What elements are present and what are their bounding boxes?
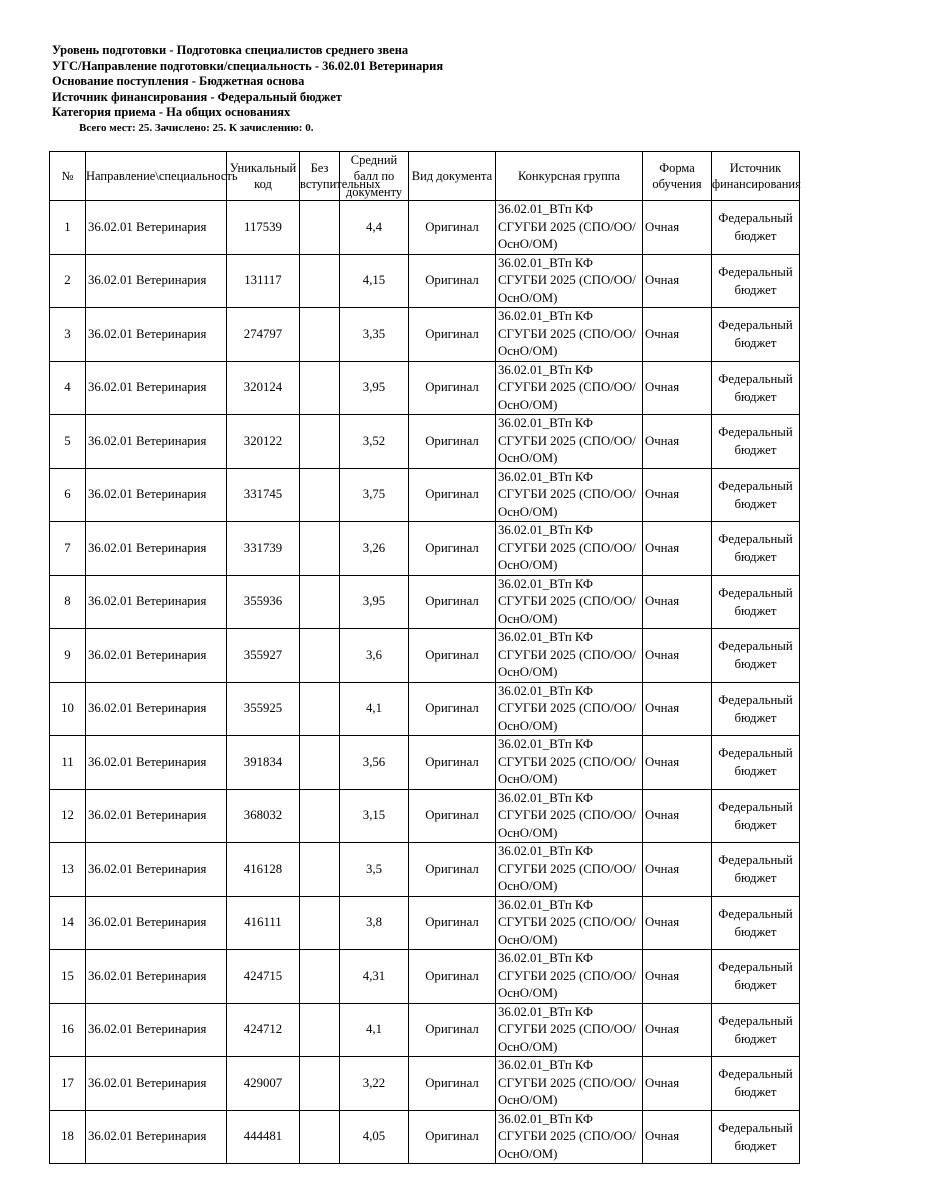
table-row	[50, 254, 800, 308]
row-form: Очная	[643, 254, 712, 308]
row-direction: 36.02.01 Ветеринария	[86, 736, 227, 790]
row-form: Очная	[643, 789, 712, 843]
col-header-form: Форма обучения	[643, 152, 712, 201]
row-form: Очная	[643, 682, 712, 736]
row-avg: 3,15	[340, 789, 409, 843]
row-num: 16	[50, 1003, 86, 1057]
funding-source: Источник финансирования - Федеральный бюджет	[52, 89, 342, 104]
row-group: 36.02.01_ВТп КФ СГУГБИ 2025 (СПО/ОО/ОснО/ОМ)	[496, 1110, 643, 1164]
row-form: Очная	[643, 201, 712, 255]
row-source: Федеральный бюджет	[712, 736, 800, 790]
row-code: 355927	[227, 629, 300, 683]
row-avg: 4,1	[340, 1003, 409, 1057]
table-row	[50, 1110, 800, 1164]
row-avg: 3,35	[340, 308, 409, 362]
row-no-exams	[300, 736, 340, 790]
row-doc: Оригинал	[409, 1110, 496, 1164]
col-header-group: Конкурсная группа	[496, 152, 643, 201]
row-source: Федеральный бюджет	[712, 361, 800, 415]
row-avg: 3,5	[340, 843, 409, 897]
row-no-exams	[300, 1110, 340, 1164]
row-num: 10	[50, 682, 86, 736]
row-source: Федеральный бюджет	[712, 468, 800, 522]
col-header-no-exams: Без вступительных	[300, 152, 340, 201]
row-code: 117539	[227, 201, 300, 255]
row-doc: Оригинал	[409, 361, 496, 415]
row-code: 331745	[227, 468, 300, 522]
col-header-avg: Средний балл по документу	[340, 152, 409, 201]
row-form: Очная	[643, 468, 712, 522]
row-doc: Оригинал	[409, 522, 496, 576]
row-form: Очная	[643, 575, 712, 629]
row-avg: 3,95	[340, 575, 409, 629]
row-num: 11	[50, 736, 86, 790]
row-doc: Оригинал	[409, 896, 496, 950]
row-avg: 3,22	[340, 1057, 409, 1111]
specialty-line: УГС/Направление подготовки/специальность - 36.02.01 Ветеринария	[52, 58, 444, 73]
table-row	[50, 575, 800, 629]
row-group: 36.02.01_ВТп КФ СГУГБИ 2025 (СПО/ОО/ОснО/ОМ)	[496, 1003, 643, 1057]
row-avg: 3,95	[340, 361, 409, 415]
row-direction: 36.02.01 Ветеринария	[86, 1057, 227, 1111]
row-direction: 36.02.01 Ветеринария	[86, 896, 227, 950]
row-group: 36.02.01_ВТп КФ СГУГБИ 2025 (СПО/ОО/ОснО/ОМ)	[496, 736, 643, 790]
row-doc: Оригинал	[409, 575, 496, 629]
row-code: 320122	[227, 415, 300, 469]
row-direction: 36.02.01 Ветеринария	[86, 308, 227, 362]
row-no-exams	[300, 468, 340, 522]
row-source: Федеральный бюджет	[712, 201, 800, 255]
row-direction: 36.02.01 Ветеринария	[86, 1003, 227, 1057]
table-row	[50, 522, 800, 576]
document-header	[52, 43, 443, 135]
row-doc: Оригинал	[409, 789, 496, 843]
row-no-exams	[300, 361, 340, 415]
row-form: Очная	[643, 1110, 712, 1164]
col-header-code: Уникальный код	[227, 152, 300, 201]
row-code: 320124	[227, 361, 300, 415]
row-form: Очная	[643, 843, 712, 897]
row-num: 14	[50, 896, 86, 950]
row-direction: 36.02.01 Ветеринария	[86, 468, 227, 522]
row-source: Федеральный бюджет	[712, 843, 800, 897]
row-source: Федеральный бюджет	[712, 682, 800, 736]
row-group: 36.02.01_ВТп КФ СГУГБИ 2025 (СПО/ОО/ОснО/ОМ)	[496, 575, 643, 629]
row-source: Федеральный бюджет	[712, 254, 800, 308]
row-avg: 4,31	[340, 950, 409, 1004]
row-group: 36.02.01_ВТп КФ СГУГБИ 2025 (СПО/ОО/ОснО/ОМ)	[496, 950, 643, 1004]
row-group: 36.02.01_ВТп КФ СГУГБИ 2025 (СПО/ОО/ОснО/ОМ)	[496, 896, 643, 950]
row-form: Очная	[643, 415, 712, 469]
row-num: 18	[50, 1110, 86, 1164]
row-direction: 36.02.01 Ветеринария	[86, 201, 227, 255]
row-num: 6	[50, 468, 86, 522]
row-direction: 36.02.01 Ветеринария	[86, 950, 227, 1004]
row-source: Федеральный бюджет	[712, 789, 800, 843]
row-doc: Оригинал	[409, 1057, 496, 1111]
row-form: Очная	[643, 361, 712, 415]
row-code: 416111	[227, 896, 300, 950]
row-direction: 36.02.01 Ветеринария	[86, 522, 227, 576]
training-level: Уровень подготовки - Подготовка специалистов среднего звена	[52, 43, 409, 57]
row-group: 36.02.01_ВТп КФ СГУГБИ 2025 (СПО/ОО/ОснО/ОМ)	[496, 1057, 643, 1111]
row-doc: Оригинал	[409, 950, 496, 1004]
col-header-num: №	[50, 152, 86, 201]
row-avg: 3,6	[340, 629, 409, 683]
table-header-row	[50, 152, 800, 201]
row-avg: 4,05	[340, 1110, 409, 1164]
row-group: 36.02.01_ВТп КФ СГУГБИ 2025 (СПО/ОО/ОснО/ОМ)	[496, 789, 643, 843]
row-no-exams	[300, 201, 340, 255]
row-num: 8	[50, 575, 86, 629]
row-num: 1	[50, 201, 86, 255]
row-direction: 36.02.01 Ветеринария	[86, 361, 227, 415]
col-header-direction: Направление\специальность	[86, 152, 227, 201]
row-source: Федеральный бюджет	[712, 896, 800, 950]
row-group: 36.02.01_ВТп КФ СГУГБИ 2025 (СПО/ОО/ОснО/ОМ)	[496, 254, 643, 308]
row-form: Очная	[643, 629, 712, 683]
row-source: Федеральный бюджет	[712, 950, 800, 1004]
row-num: 7	[50, 522, 86, 576]
row-direction: 36.02.01 Ветеринария	[86, 629, 227, 683]
row-group: 36.02.01_ВТп КФ СГУГБИ 2025 (СПО/ОО/ОснО/ОМ)	[496, 308, 643, 362]
row-direction: 36.02.01 Ветеринария	[86, 843, 227, 897]
row-avg: 3,56	[340, 736, 409, 790]
row-group: 36.02.01_ВТп КФ СГУГБИ 2025 (СПО/ОО/ОснО/ОМ)	[496, 468, 643, 522]
row-num: 9	[50, 629, 86, 683]
row-code: 424712	[227, 1003, 300, 1057]
row-doc: Оригинал	[409, 736, 496, 790]
row-code: 355936	[227, 575, 300, 629]
row-group: 36.02.01_ВТп КФ СГУГБИ 2025 (СПО/ОО/ОснО/ОМ)	[496, 415, 643, 469]
row-code: 274797	[227, 308, 300, 362]
row-source: Федеральный бюджет	[712, 415, 800, 469]
row-source: Федеральный бюджет	[712, 1110, 800, 1164]
row-num: 3	[50, 308, 86, 362]
row-doc: Оригинал	[409, 1003, 496, 1057]
row-no-exams	[300, 575, 340, 629]
table-row	[50, 789, 800, 843]
table-row	[50, 896, 800, 950]
table-row	[50, 682, 800, 736]
table-row	[50, 1057, 800, 1111]
row-avg: 4,15	[340, 254, 409, 308]
row-no-exams	[300, 843, 340, 897]
row-avg: 3,26	[340, 522, 409, 576]
row-doc: Оригинал	[409, 201, 496, 255]
row-doc: Оригинал	[409, 682, 496, 736]
row-direction: 36.02.01 Ветеринария	[86, 575, 227, 629]
row-num: 5	[50, 415, 86, 469]
row-form: Очная	[643, 736, 712, 790]
table-row	[50, 736, 800, 790]
row-form: Очная	[643, 950, 712, 1004]
row-group: 36.02.01_ВТп КФ СГУГБИ 2025 (СПО/ОО/ОснО/ОМ)	[496, 201, 643, 255]
row-no-exams	[300, 789, 340, 843]
row-avg: 4,1	[340, 682, 409, 736]
row-num: 13	[50, 843, 86, 897]
row-num: 4	[50, 361, 86, 415]
row-doc: Оригинал	[409, 415, 496, 469]
table-row	[50, 1003, 800, 1057]
row-avg: 3,52	[340, 415, 409, 469]
row-code: 391834	[227, 736, 300, 790]
row-num: 12	[50, 789, 86, 843]
table-row	[50, 629, 800, 683]
row-doc: Оригинал	[409, 254, 496, 308]
row-code: 355925	[227, 682, 300, 736]
row-no-exams	[300, 950, 340, 1004]
row-avg: 3,75	[340, 468, 409, 522]
row-form: Очная	[643, 308, 712, 362]
row-num: 15	[50, 950, 86, 1004]
col-header-doc: Вид документа	[409, 152, 496, 201]
row-direction: 36.02.01 Ветеринария	[86, 415, 227, 469]
row-form: Очная	[643, 1003, 712, 1057]
row-no-exams	[300, 254, 340, 308]
row-group: 36.02.01_ВТп КФ СГУГБИ 2025 (СПО/ОО/ОснО/ОМ)	[496, 682, 643, 736]
row-doc: Оригинал	[409, 308, 496, 362]
row-group: 36.02.01_ВТп КФ СГУГБИ 2025 (СПО/ОО/ОснО/ОМ)	[496, 361, 643, 415]
row-avg: 4,4	[340, 201, 409, 255]
row-source: Федеральный бюджет	[712, 1057, 800, 1111]
row-form: Очная	[643, 522, 712, 576]
row-code: 331739	[227, 522, 300, 576]
row-group: 36.02.01_ВТп КФ СГУГБИ 2025 (СПО/ОО/ОснО/ОМ)	[496, 629, 643, 683]
row-doc: Оригинал	[409, 843, 496, 897]
row-direction: 36.02.01 Ветеринария	[86, 1110, 227, 1164]
row-source: Федеральный бюджет	[712, 308, 800, 362]
row-direction: 36.02.01 Ветеринария	[86, 254, 227, 308]
row-source: Федеральный бюджет	[712, 575, 800, 629]
row-no-exams	[300, 1003, 340, 1057]
row-doc: Оригинал	[409, 629, 496, 683]
enrollment-table	[49, 151, 800, 1164]
row-no-exams	[300, 896, 340, 950]
admission-basis: Основание поступления - Бюджетная основа	[52, 74, 305, 89]
row-form: Очная	[643, 896, 712, 950]
row-avg: 3,8	[340, 896, 409, 950]
row-no-exams	[300, 629, 340, 683]
row-source: Федеральный бюджет	[712, 1003, 800, 1057]
row-source: Федеральный бюджет	[712, 522, 800, 576]
row-code: 429007	[227, 1057, 300, 1111]
row-group: 36.02.01_ВТп КФ СГУГБИ 2025 (СПО/ОО/ОснО/ОМ)	[496, 522, 643, 576]
row-code: 444481	[227, 1110, 300, 1164]
table-row	[50, 308, 800, 362]
row-direction: 36.02.01 Ветеринария	[86, 789, 227, 843]
row-no-exams	[300, 415, 340, 469]
table-row	[50, 843, 800, 897]
row-num: 17	[50, 1057, 86, 1111]
table-row	[50, 415, 800, 469]
row-code: 424715	[227, 950, 300, 1004]
row-num: 2	[50, 254, 86, 308]
row-no-exams	[300, 308, 340, 362]
table-row	[50, 950, 800, 1004]
row-form: Очная	[643, 1057, 712, 1111]
row-group: 36.02.01_ВТп КФ СГУГБИ 2025 (СПО/ОО/ОснО/ОМ)	[496, 843, 643, 897]
table-row	[50, 201, 800, 255]
table-row	[50, 361, 800, 415]
row-no-exams	[300, 522, 340, 576]
row-code: 416128	[227, 843, 300, 897]
row-direction: 36.02.01 Ветеринария	[86, 682, 227, 736]
row-code: 131117	[227, 254, 300, 308]
table-row	[50, 468, 800, 522]
col-header-source: Источник финансирования	[712, 152, 800, 201]
row-doc: Оригинал	[409, 468, 496, 522]
places-summary: Всего мест: 25. Зачислено: 25. К зачислению: 0.	[79, 121, 314, 134]
row-no-exams	[300, 682, 340, 736]
row-no-exams	[300, 1057, 340, 1111]
row-source: Федеральный бюджет	[712, 629, 800, 683]
admission-category: Категория приема - На общих основаниях	[52, 105, 291, 120]
row-code: 368032	[227, 789, 300, 843]
